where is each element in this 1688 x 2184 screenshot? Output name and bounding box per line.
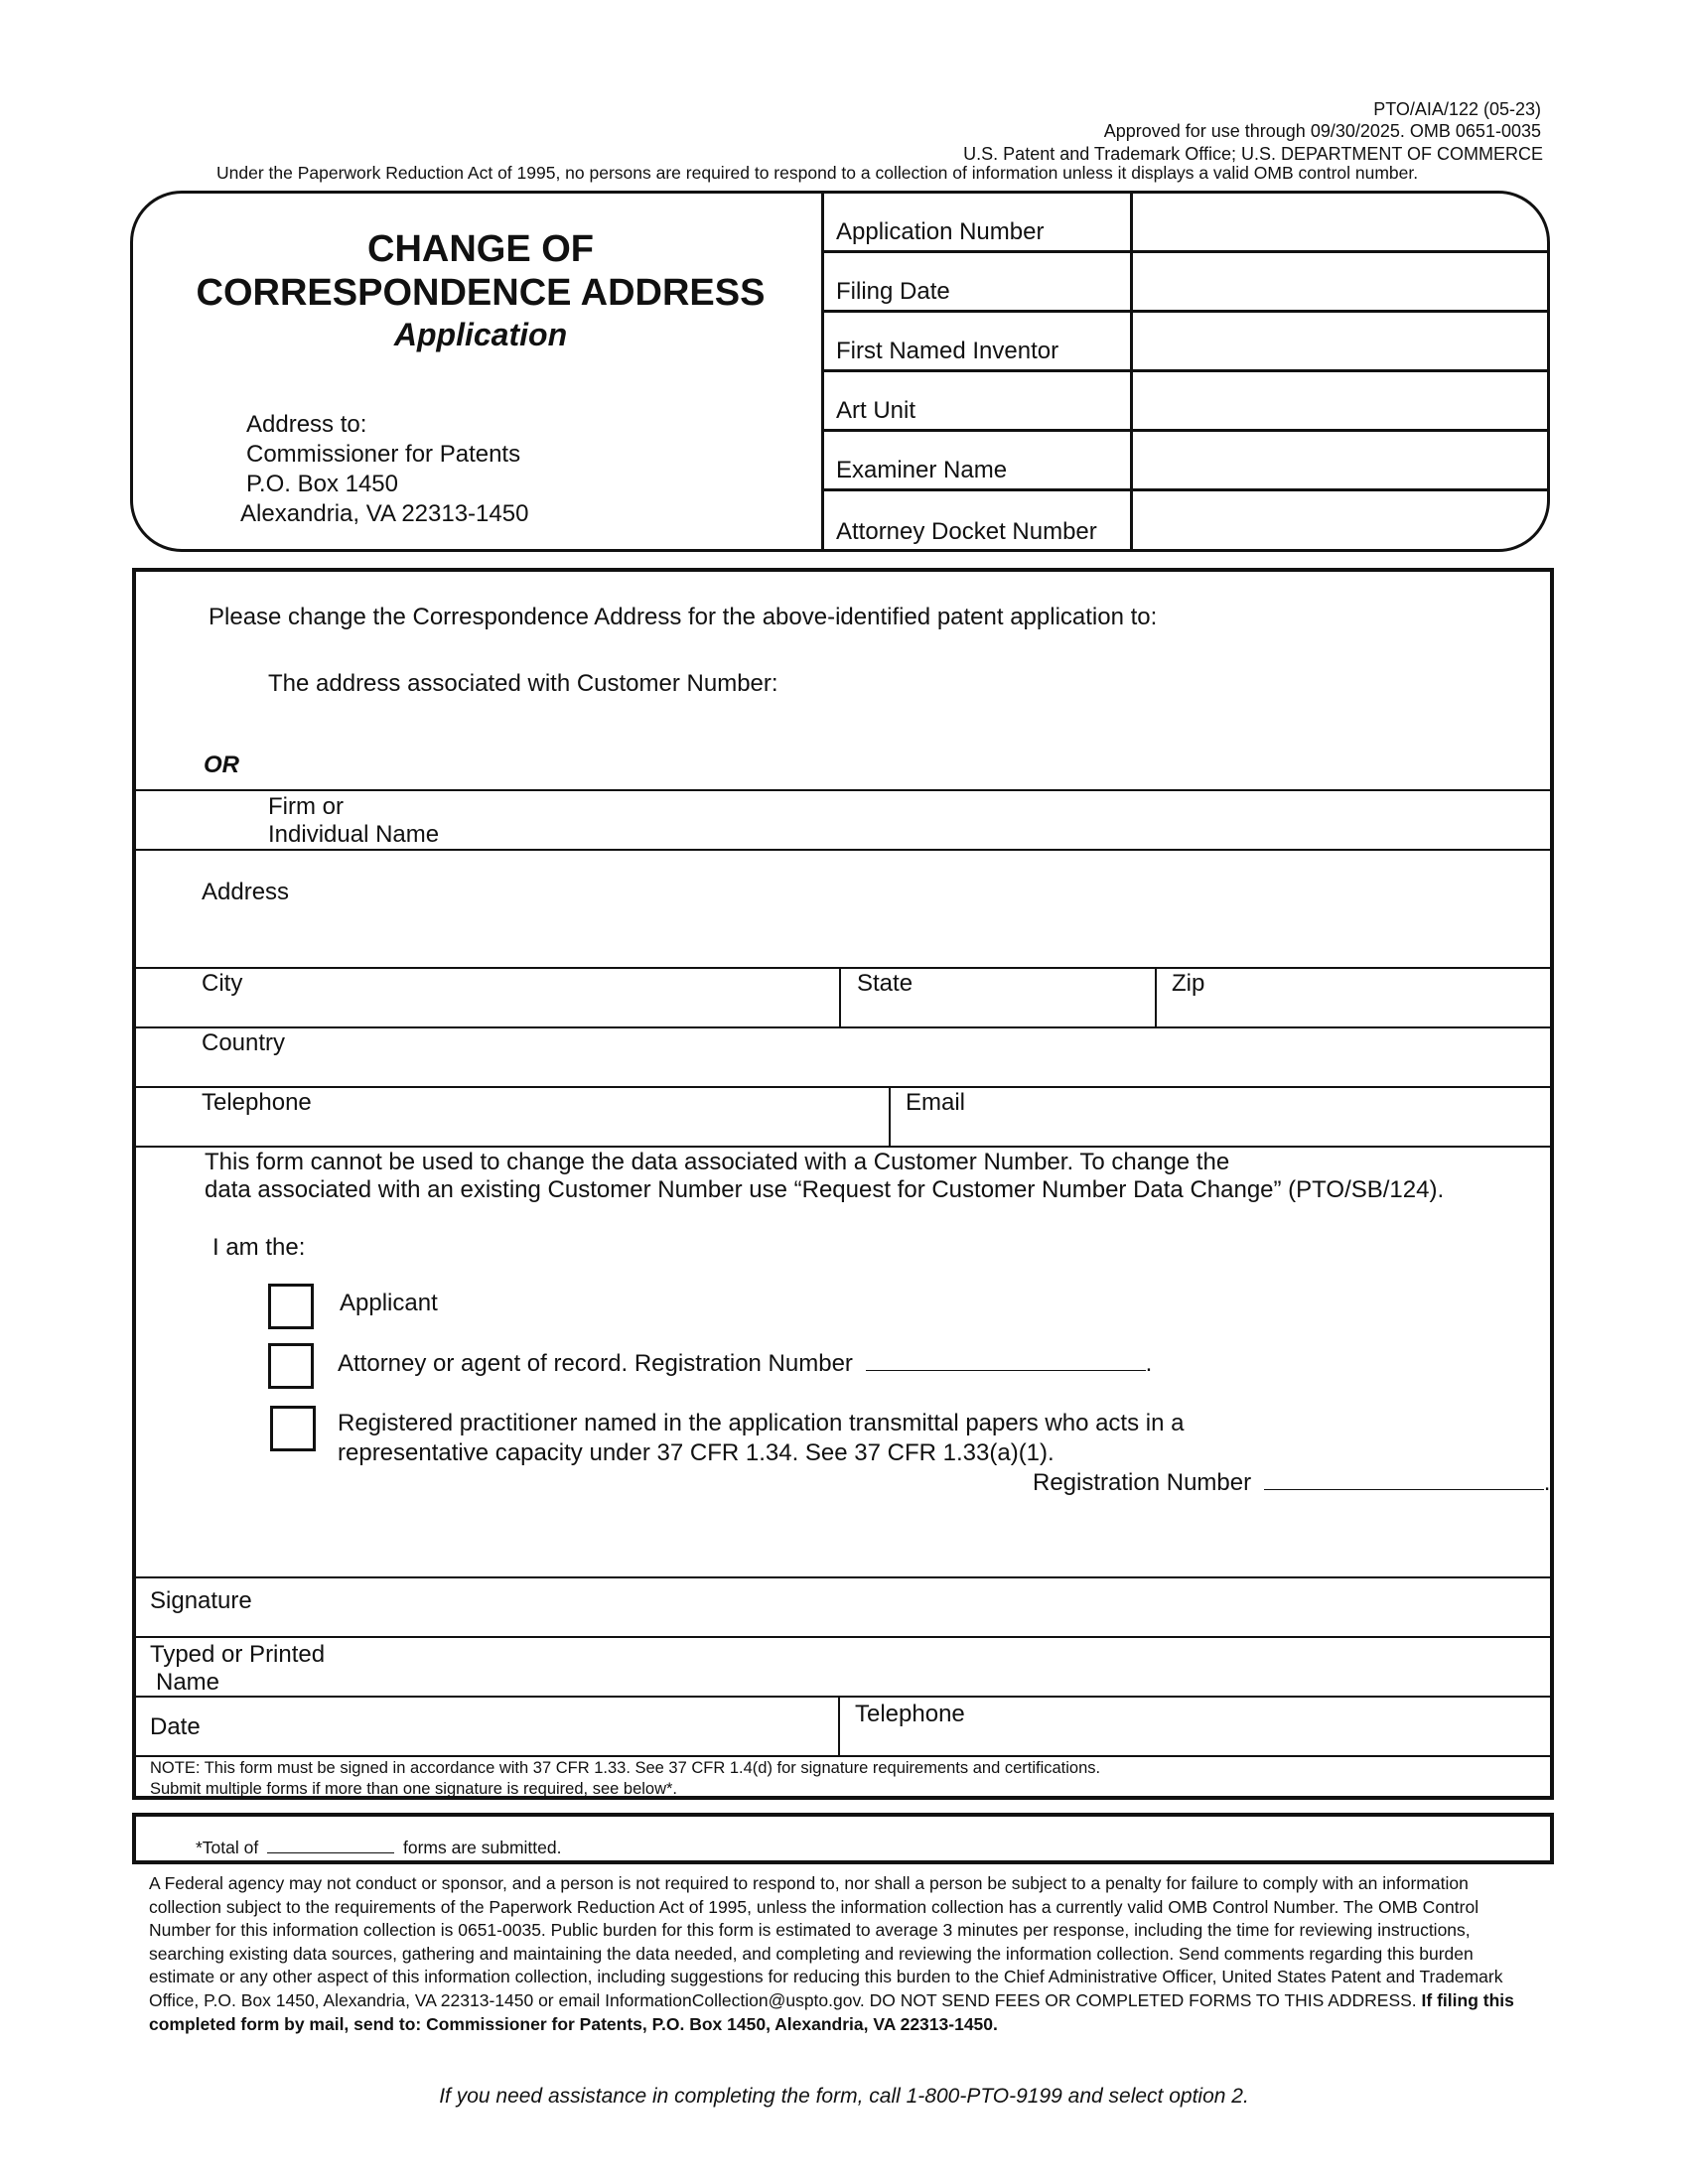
customer-number-label[interactable]: The address associated with Customer Number: [268,670,778,697]
divider [136,1576,1550,1578]
divider [136,789,1550,791]
address-field-label[interactable]: Address [202,879,290,905]
address-line-1: Commissioner for Patents [246,441,521,468]
total-forms-box [132,1813,1554,1864]
burden-mailing-instructions: If filing this completed form by mail, send to: Commissioner for Patents, P.O. Box 1450, Alexandria, VA 22313-1450. [149,1989,1514,2034]
field-label: Application Number [836,218,1045,245]
field-first-named-inventor[interactable] [821,313,1547,372]
burden-text: A Federal agency may not conduct or sponsor, and a person is not required to respond to, nor shall a person be subject to a penalty for failure to comply with an information collection subject to the requirements of the Paperwork Reduction Act of 1995, unless the information collection has a currently valid OMB Control Number. The OMB Control Number for this information collection is 0651-0035. Public burden for this form is estimated to average 3 minutes per response, including the time for reviewing instructions, searching existing data sources, gathering and maintaining the data needed, and completing and reviewing the information collection. Send comments regarding this burden estimate or any other aspect of this information collection, including suggestions for reducing this burden to the Chief Administrative Officer, United States Patent and Trademark Office, P.O. Box 1450, Alexandria, VA 22313-1450 or email InformationCollection@uspto.gov. DO NOT SEND FEES OR COMPLETED FORMS TO THIS ADDRESS. [149,1873,1503,2010]
total-forms-blank[interactable] [267,1838,394,1853]
firm-label-line2[interactable]: Individual Name [268,821,440,848]
firm-label-line1: Firm or [268,793,344,820]
total-prefix: *Total of [196,1838,259,1857]
practitioner-checkbox[interactable] [270,1406,316,1451]
city-field-label[interactable]: City [202,970,243,997]
form-number: PTO/AIA/122 (05-23) [1373,99,1541,119]
divider [136,1696,1550,1698]
practitioner-registration-row [1033,1469,1550,1497]
paperwork-notice: Under the Paperwork Reduction Act of 1995, no persons are required to respond to a collection of information unless it displays a valid OMB control number. [216,163,1419,183]
period: . [1145,1350,1153,1377]
field-art-unit[interactable] [821,372,1547,432]
practitioner-label-1: Registered practitioner named in the application transmittal papers who acts in a [338,1410,1185,1436]
signature-note-1: NOTE: This form must be signed in accordance with 37 CFR 1.33. See 37 CFR 1.4(d) for signature requirements and certifications. [150,1759,1101,1777]
field-label: Attorney Docket Number [836,518,1097,545]
applicant-label: Applicant [340,1290,438,1316]
or-label: OR [204,751,239,778]
field-examiner-name[interactable] [821,432,1547,491]
divider [136,1146,1550,1148]
divider [839,967,841,1026]
burden-statement [149,1872,1539,2036]
intro-text: Please change the Correspondence Address for the above-identified patent application to: [209,604,1158,630]
i-am-label: I am the: [212,1234,306,1261]
signature-note-2: Submit multiple forms if more than one signature is required, see below*. [150,1780,678,1798]
divider [136,1026,1550,1028]
form-subtitle: Application [393,317,568,352]
address-line-2: P.O. Box 1450 [246,471,398,497]
divider [136,849,1550,851]
attorney-label: Attorney or agent of record. Registration Number [338,1350,853,1377]
divider [838,1696,840,1755]
field-label: Art Unit [836,397,916,424]
divider [136,967,1550,969]
field-filing-date[interactable] [821,253,1547,313]
attorney-checkbox[interactable] [268,1343,314,1389]
telephone-field-label[interactable]: Telephone [202,1089,312,1116]
typed-name-label-2[interactable]: Name [156,1669,220,1696]
date-field-label[interactable]: Date [150,1713,201,1740]
form-title [133,227,828,354]
applicant-checkbox[interactable] [268,1284,314,1329]
title-line-1: CHANGE OF [367,228,594,270]
agency-line: U.S. Patent and Trademark Office; U.S. DEPARTMENT OF COMMERCE [963,144,1543,164]
attorney-row [338,1350,1152,1378]
total-suffix: forms are submitted. [402,1838,562,1857]
assistance-note: If you need assistance in completing the form, call 1-800-PTO-9199 and select option 2. [439,2085,1249,2108]
typed-name-label-1: Typed or Printed [150,1641,326,1668]
practitioner-label-2: representative capacity under 37 CFR 1.34. See 37 CFR 1.33(a)(1). [338,1439,1055,1466]
customer-number-notice-1: This form cannot be used to change the data associated with a Customer Number. To change the [205,1149,1230,1175]
country-field-label[interactable]: Country [202,1029,286,1056]
field-label: Filing Date [836,278,950,305]
field-attorney-docket-number[interactable] [821,491,1547,552]
omb-approval: Approved for use through 09/30/2025. OMB 0651-0035 [1103,121,1541,141]
divider [1155,967,1157,1026]
address-to-label: Address to: [246,411,367,438]
registration-number-label: Registration Number [1033,1469,1252,1496]
title-line-2: CORRESPONDENCE ADDRESS [196,272,766,314]
customer-number-notice-2: data associated with an existing Customer Number use “Request for Customer Number Data Change” (PTO/SB/124). [205,1176,1445,1203]
correspondence-form [132,568,1554,1800]
signature-field-label[interactable]: Signature [150,1587,252,1614]
attorney-registration-number-blank[interactable] [866,1350,1146,1371]
total-forms-row [196,1838,561,1858]
mailing-address [240,410,528,529]
email-field-label[interactable]: Email [906,1089,966,1116]
field-application-number[interactable] [821,194,1547,253]
divider [136,1636,1550,1638]
field-label: Examiner Name [836,457,1008,483]
period: . [1543,1469,1551,1496]
application-info-box [130,191,1550,552]
state-field-label[interactable]: State [857,970,914,997]
field-label: First Named Inventor [836,338,1059,364]
divider [136,1755,1550,1757]
divider [136,1086,1550,1088]
signer-telephone-label[interactable]: Telephone [855,1701,965,1727]
divider [889,1086,891,1146]
zip-field-label[interactable]: Zip [1172,970,1205,997]
address-line-3: Alexandria, VA 22313-1450 [240,500,529,527]
practitioner-registration-number-blank[interactable] [1264,1469,1544,1490]
